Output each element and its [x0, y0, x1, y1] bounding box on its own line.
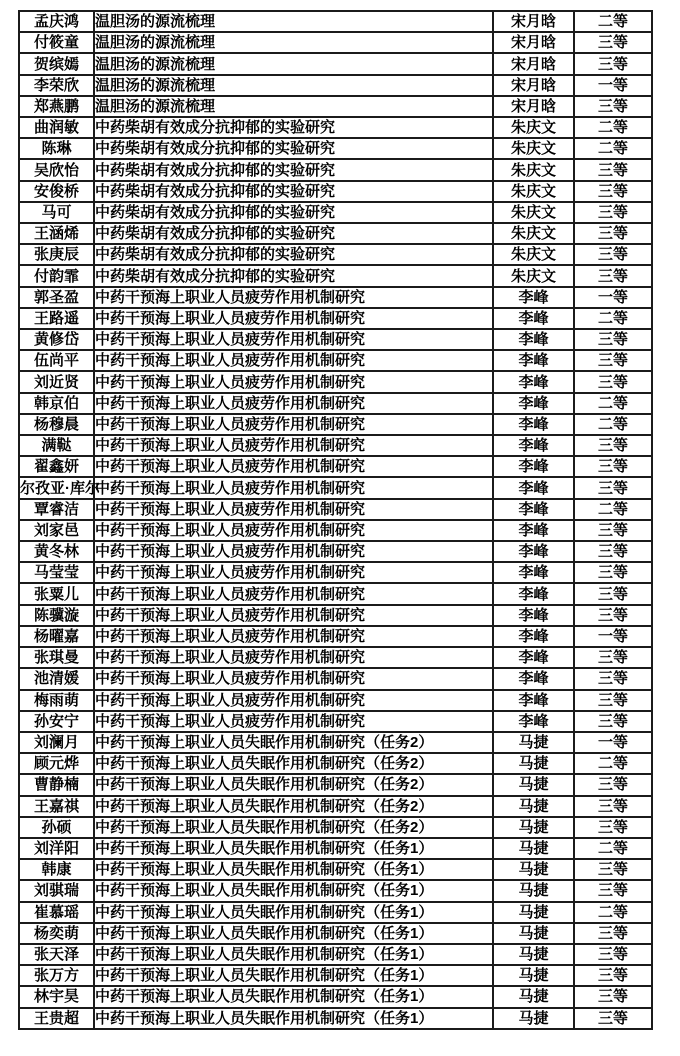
supervisor-name-cell: 宋月晗 [493, 53, 574, 74]
supervisor-name-cell: 朱庆文 [493, 244, 574, 265]
table-row [19, 371, 652, 392]
table-row [19, 159, 652, 180]
project-title-cell: 温胆汤的源流梳理 [94, 53, 493, 74]
table-row [19, 53, 652, 74]
award-grade-cell: 三等 [574, 817, 652, 838]
student-name-cell: 杨奕萌 [19, 923, 94, 944]
table-row [19, 753, 652, 774]
award-grade-cell: 三等 [574, 96, 652, 117]
project-title-cell: 中药干预海上职业人员疲劳作用机制研究 [94, 477, 493, 498]
student-name-cell: 陈琳 [19, 138, 94, 159]
student-name-cell: 陈骥漩 [19, 605, 94, 626]
supervisor-name-cell: 李峰 [493, 371, 574, 392]
project-title-cell: 中药柴胡有效成分抗抑郁的实验研究 [94, 117, 493, 138]
supervisor-name-cell: 马捷 [493, 986, 574, 1007]
student-name-cell: 林宇昊 [19, 986, 94, 1007]
table-row [19, 117, 652, 138]
table-row [19, 477, 652, 498]
project-title-cell: 中药干预海上职业人员疲劳作用机制研究 [94, 371, 493, 392]
student-name-cell: 王贵超 [19, 1008, 94, 1029]
award-grade-cell: 三等 [574, 1008, 652, 1029]
student-name-cell: 张粟儿 [19, 583, 94, 604]
award-grade-cell: 三等 [574, 880, 652, 901]
table-row [19, 499, 652, 520]
student-name-cell: 孟庆鸿 [19, 11, 94, 32]
student-name-cell: 满鞑 [19, 435, 94, 456]
student-name-cell: 付筱童 [19, 32, 94, 53]
supervisor-name-cell: 马捷 [493, 923, 574, 944]
table-row [19, 96, 652, 117]
award-grade-cell: 三等 [574, 859, 652, 880]
project-title-cell: 中药干预海上职业人员失眠作用机制研究（任务1） [94, 1008, 493, 1029]
project-title-cell: 温胆汤的源流梳理 [94, 32, 493, 53]
supervisor-name-cell: 马捷 [493, 1008, 574, 1029]
student-name-cell: 刘洋阳 [19, 838, 94, 859]
project-title-cell: 中药干预海上职业人员失眠作用机制研究（任务1） [94, 838, 493, 859]
supervisor-name-cell: 朱庆文 [493, 159, 574, 180]
student-name-cell: 郭圣盈 [19, 287, 94, 308]
table-row [19, 965, 652, 986]
student-name-cell: 刘澜月 [19, 732, 94, 753]
supervisor-name-cell: 李峰 [493, 499, 574, 520]
student-name-cell: 王嘉祺 [19, 796, 94, 817]
table-row [19, 32, 652, 53]
supervisor-name-cell: 李峰 [493, 350, 574, 371]
student-name-cell: 郑燕鹏 [19, 96, 94, 117]
student-name-cell: 张庚辰 [19, 244, 94, 265]
supervisor-name-cell: 李峰 [493, 308, 574, 329]
supervisor-name-cell: 马捷 [493, 880, 574, 901]
supervisor-name-cell: 李峰 [493, 583, 574, 604]
award-grade-cell: 三等 [574, 774, 652, 795]
student-name-cell: 孙硕 [19, 817, 94, 838]
table-row [19, 732, 652, 753]
table-row [19, 626, 652, 647]
table-row [19, 859, 652, 880]
project-title-cell: 中药干预海上职业人员失眠作用机制研究（任务1） [94, 923, 493, 944]
award-grade-cell: 三等 [574, 456, 652, 477]
student-name-cell: 刘家邑 [19, 520, 94, 541]
table-row [19, 690, 652, 711]
table-row [19, 583, 652, 604]
student-name-cell: 黄修岱 [19, 329, 94, 350]
project-title-cell: 中药干预海上职业人员疲劳作用机制研究 [94, 499, 493, 520]
project-title-cell: 温胆汤的源流梳理 [94, 75, 493, 96]
award-grade-cell: 二等 [574, 308, 652, 329]
supervisor-name-cell: 宋月晗 [493, 75, 574, 96]
award-grade-cell: 三等 [574, 53, 652, 74]
supervisor-name-cell: 朱庆文 [493, 202, 574, 223]
project-title-cell: 中药干预海上职业人员疲劳作用机制研究 [94, 350, 493, 371]
student-name-cell: 尔孜亚·库尔 [19, 477, 94, 498]
award-grade-cell: 三等 [574, 202, 652, 223]
project-title-cell: 温胆汤的源流梳理 [94, 96, 493, 117]
project-title-cell: 中药干预海上职业人员疲劳作用机制研究 [94, 668, 493, 689]
award-grade-cell: 一等 [574, 626, 652, 647]
table-row [19, 308, 652, 329]
supervisor-name-cell: 马捷 [493, 774, 574, 795]
table-row [19, 541, 652, 562]
table-row [19, 520, 652, 541]
student-name-cell: 王路遥 [19, 308, 94, 329]
supervisor-name-cell: 马捷 [493, 902, 574, 923]
student-name-cell: 马可 [19, 202, 94, 223]
project-title-cell: 中药柴胡有效成分抗抑郁的实验研究 [94, 181, 493, 202]
table-row [19, 435, 652, 456]
award-grade-cell: 三等 [574, 647, 652, 668]
award-grade-cell: 三等 [574, 329, 652, 350]
student-name-cell: 贺缤嫣 [19, 53, 94, 74]
award-grade-cell: 三等 [574, 350, 652, 371]
table-row [19, 774, 652, 795]
student-name-cell: 曹静楠 [19, 774, 94, 795]
project-title-cell: 中药干预海上职业人员疲劳作用机制研究 [94, 562, 493, 583]
award-grade-cell: 三等 [574, 965, 652, 986]
student-name-cell: 池清媛 [19, 668, 94, 689]
supervisor-name-cell: 李峰 [493, 711, 574, 732]
table-row [19, 944, 652, 965]
award-grade-cell: 三等 [574, 181, 652, 202]
supervisor-name-cell: 李峰 [493, 520, 574, 541]
award-grade-cell: 三等 [574, 986, 652, 1007]
award-grade-cell: 二等 [574, 499, 652, 520]
project-title-cell: 中药干预海上职业人员疲劳作用机制研究 [94, 605, 493, 626]
supervisor-name-cell: 李峰 [493, 435, 574, 456]
student-name-cell: 杨穆晨 [19, 414, 94, 435]
student-name-cell: 安俊桥 [19, 181, 94, 202]
project-title-cell: 中药干预海上职业人员失眠作用机制研究（任务2） [94, 774, 493, 795]
project-title-cell: 中药柴胡有效成分抗抑郁的实验研究 [94, 223, 493, 244]
student-name-cell: 张琪曼 [19, 647, 94, 668]
student-name-cell: 顾元烨 [19, 753, 94, 774]
award-grade-cell: 三等 [574, 711, 652, 732]
project-title-cell: 中药干预海上职业人员疲劳作用机制研究 [94, 435, 493, 456]
project-title-cell: 中药干预海上职业人员失眠作用机制研究（任务2） [94, 732, 493, 753]
award-grade-cell: 三等 [574, 541, 652, 562]
supervisor-name-cell: 马捷 [493, 859, 574, 880]
project-title-cell: 中药干预海上职业人员疲劳作用机制研究 [94, 583, 493, 604]
table-row [19, 223, 652, 244]
student-name-cell: 刘骐瑞 [19, 880, 94, 901]
supervisor-name-cell: 朱庆文 [493, 265, 574, 286]
award-grade-cell: 三等 [574, 520, 652, 541]
supervisor-name-cell: 马捷 [493, 838, 574, 859]
award-grade-cell: 三等 [574, 32, 652, 53]
project-title-cell: 中药干预海上职业人员疲劳作用机制研究 [94, 329, 493, 350]
award-grade-cell: 三等 [574, 223, 652, 244]
award-grade-cell: 二等 [574, 138, 652, 159]
table-row [19, 986, 652, 1007]
award-grade-cell: 三等 [574, 265, 652, 286]
award-grade-cell: 三等 [574, 435, 652, 456]
award-grade-cell: 三等 [574, 796, 652, 817]
award-grade-cell: 三等 [574, 583, 652, 604]
supervisor-name-cell: 李峰 [493, 605, 574, 626]
supervisor-name-cell: 马捷 [493, 732, 574, 753]
supervisor-name-cell: 李峰 [493, 329, 574, 350]
table-row [19, 796, 652, 817]
project-title-cell: 中药干预海上职业人员疲劳作用机制研究 [94, 626, 493, 647]
award-grade-cell: 三等 [574, 605, 652, 626]
table-row [19, 414, 652, 435]
award-grade-cell: 三等 [574, 244, 652, 265]
supervisor-name-cell: 朱庆文 [493, 223, 574, 244]
table-row [19, 329, 652, 350]
table-row [19, 817, 652, 838]
table-row [19, 181, 652, 202]
student-name-cell: 付韵霏 [19, 265, 94, 286]
supervisor-name-cell: 李峰 [493, 414, 574, 435]
student-name-cell: 王涵烯 [19, 223, 94, 244]
student-name-cell: 吴欣怡 [19, 159, 94, 180]
award-results-table [18, 10, 653, 1030]
table-row [19, 647, 652, 668]
award-grade-cell: 二等 [574, 11, 652, 32]
award-grade-cell: 二等 [574, 117, 652, 138]
supervisor-name-cell: 宋月晗 [493, 32, 574, 53]
table-row [19, 265, 652, 286]
table-row [19, 138, 652, 159]
award-grade-cell: 三等 [574, 923, 652, 944]
student-name-cell: 覃睿洁 [19, 499, 94, 520]
table-row [19, 393, 652, 414]
student-name-cell: 伍尚平 [19, 350, 94, 371]
award-grade-cell: 三等 [574, 562, 652, 583]
award-grade-cell: 一等 [574, 732, 652, 753]
student-name-cell: 马莹莹 [19, 562, 94, 583]
table-row [19, 350, 652, 371]
student-name-cell: 李荣欣 [19, 75, 94, 96]
project-title-cell: 中药干预海上职业人员疲劳作用机制研究 [94, 690, 493, 711]
student-name-cell: 韩京伯 [19, 393, 94, 414]
table-row [19, 668, 652, 689]
project-title-cell: 中药干预海上职业人员失眠作用机制研究（任务1） [94, 902, 493, 923]
student-name-cell: 梅雨萌 [19, 690, 94, 711]
supervisor-name-cell: 朱庆文 [493, 117, 574, 138]
project-title-cell: 中药干预海上职业人员疲劳作用机制研究 [94, 393, 493, 414]
student-name-cell: 张万方 [19, 965, 94, 986]
project-title-cell: 中药柴胡有效成分抗抑郁的实验研究 [94, 202, 493, 223]
project-title-cell: 中药柴胡有效成分抗抑郁的实验研究 [94, 244, 493, 265]
table-row [19, 838, 652, 859]
award-grade-cell: 三等 [574, 690, 652, 711]
supervisor-name-cell: 朱庆文 [493, 181, 574, 202]
award-grade-cell: 三等 [574, 371, 652, 392]
project-title-cell: 中药干预海上职业人员失眠作用机制研究（任务1） [94, 986, 493, 1007]
award-grade-cell: 一等 [574, 287, 652, 308]
award-grade-cell: 一等 [574, 75, 652, 96]
student-name-cell: 韩康 [19, 859, 94, 880]
supervisor-name-cell: 马捷 [493, 817, 574, 838]
supervisor-name-cell: 李峰 [493, 541, 574, 562]
supervisor-name-cell: 马捷 [493, 965, 574, 986]
table-row [19, 605, 652, 626]
supervisor-name-cell: 宋月晗 [493, 96, 574, 117]
award-grade-cell: 三等 [574, 477, 652, 498]
supervisor-name-cell: 马捷 [493, 753, 574, 774]
award-grade-cell: 三等 [574, 668, 652, 689]
project-title-cell: 温胆汤的源流梳理 [94, 11, 493, 32]
table-row [19, 75, 652, 96]
table-row [19, 11, 652, 32]
award-grade-cell: 三等 [574, 944, 652, 965]
project-title-cell: 中药干预海上职业人员疲劳作用机制研究 [94, 414, 493, 435]
project-title-cell: 中药干预海上职业人员疲劳作用机制研究 [94, 287, 493, 308]
project-title-cell: 中药柴胡有效成分抗抑郁的实验研究 [94, 265, 493, 286]
student-name-cell: 杨曜嘉 [19, 626, 94, 647]
project-title-cell: 中药干预海上职业人员失眠作用机制研究（任务1） [94, 859, 493, 880]
supervisor-name-cell: 朱庆文 [493, 138, 574, 159]
project-title-cell: 中药干预海上职业人员疲劳作用机制研究 [94, 520, 493, 541]
student-name-cell: 黄冬林 [19, 541, 94, 562]
student-name-cell: 翟鑫妍 [19, 456, 94, 477]
table-row [19, 923, 652, 944]
supervisor-name-cell: 李峰 [493, 456, 574, 477]
project-title-cell: 中药干预海上职业人员疲劳作用机制研究 [94, 308, 493, 329]
table-row [19, 880, 652, 901]
supervisor-name-cell: 李峰 [493, 626, 574, 647]
table-row [19, 1008, 652, 1029]
table-row [19, 562, 652, 583]
project-title-cell: 中药柴胡有效成分抗抑郁的实验研究 [94, 138, 493, 159]
student-name-cell: 刘近贤 [19, 371, 94, 392]
supervisor-name-cell: 李峰 [493, 647, 574, 668]
project-title-cell: 中药干预海上职业人员疲劳作用机制研究 [94, 541, 493, 562]
project-title-cell: 中药干预海上职业人员疲劳作用机制研究 [94, 711, 493, 732]
supervisor-name-cell: 李峰 [493, 690, 574, 711]
table-row [19, 244, 652, 265]
supervisor-name-cell: 李峰 [493, 562, 574, 583]
table-row [19, 711, 652, 732]
project-title-cell: 中药干预海上职业人员疲劳作用机制研究 [94, 456, 493, 477]
student-name-cell: 孙安宁 [19, 711, 94, 732]
supervisor-name-cell: 马捷 [493, 944, 574, 965]
project-title-cell: 中药干预海上职业人员疲劳作用机制研究 [94, 647, 493, 668]
student-name-cell: 张天泽 [19, 944, 94, 965]
project-title-cell: 中药干预海上职业人员失眠作用机制研究（任务2） [94, 796, 493, 817]
project-title-cell: 中药干预海上职业人员失眠作用机制研究（任务2） [94, 817, 493, 838]
award-grade-cell: 二等 [574, 393, 652, 414]
supervisor-name-cell: 宋月晗 [493, 11, 574, 32]
supervisor-name-cell: 李峰 [493, 287, 574, 308]
project-title-cell: 中药干预海上职业人员失眠作用机制研究（任务1） [94, 880, 493, 901]
supervisor-name-cell: 马捷 [493, 796, 574, 817]
award-grade-cell: 二等 [574, 838, 652, 859]
award-grade-cell: 二等 [574, 414, 652, 435]
project-title-cell: 中药干预海上职业人员失眠作用机制研究（任务1） [94, 965, 493, 986]
supervisor-name-cell: 李峰 [493, 668, 574, 689]
table-row [19, 202, 652, 223]
award-grade-cell: 三等 [574, 159, 652, 180]
project-title-cell: 中药柴胡有效成分抗抑郁的实验研究 [94, 159, 493, 180]
award-grade-cell: 二等 [574, 753, 652, 774]
award-grade-cell: 二等 [574, 902, 652, 923]
award-table-body [19, 11, 652, 1029]
project-title-cell: 中药干预海上职业人员失眠作用机制研究（任务2） [94, 753, 493, 774]
project-title-cell: 中药干预海上职业人员失眠作用机制研究（任务1） [94, 944, 493, 965]
student-name-cell: 曲润敏 [19, 117, 94, 138]
supervisor-name-cell: 李峰 [493, 477, 574, 498]
student-name-cell: 崔慕瑶 [19, 902, 94, 923]
table-row [19, 456, 652, 477]
table-row [19, 287, 652, 308]
table-row [19, 902, 652, 923]
supervisor-name-cell: 李峰 [493, 393, 574, 414]
